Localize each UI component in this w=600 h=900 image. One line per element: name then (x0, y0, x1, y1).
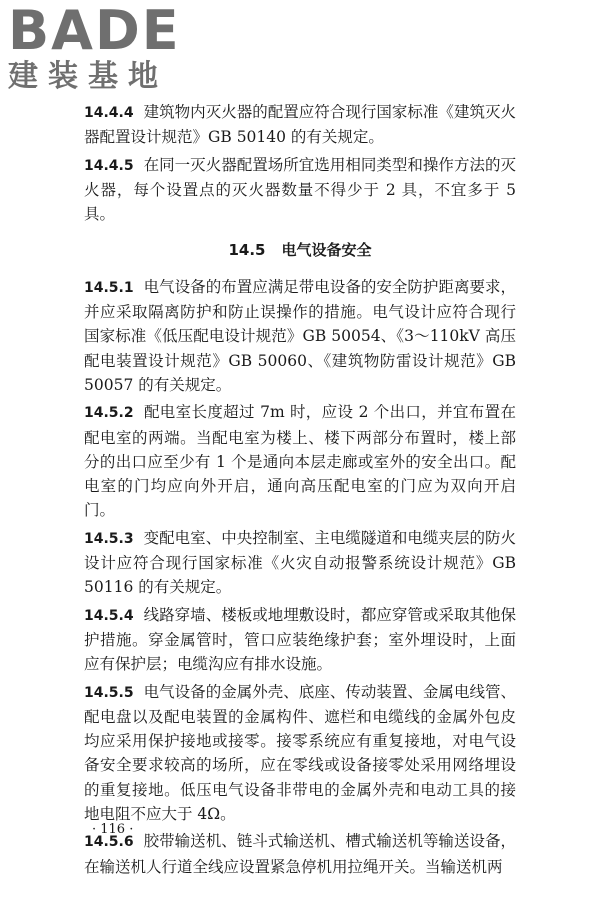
clause-14-5-3 (84, 526, 516, 600)
clause-text: 电气设备的布置应满足带电设备的安全防护距离要求，并应采取隔离防护和防止误操作的措施。电气设计应符合现行国家标准《低压配电设计规范》GB 50054、《3～110kV 高压配电装置设计规范》GB 50060、《建筑物防雷设计规范》GB 50057 的有关规定。 (84, 277, 516, 394)
clause-text: 胶带输送机、链斗式输送机、槽式输送机等输送设备，在输送机人行道全线应设置紧急停机用拉绳开关。当输送机两 (84, 832, 516, 876)
clause-text: 在同一灭火器配置场所宜选用相同类型和操作方法的灭火器，每个设置点的灭火器数量不得少于 2 具，不宜多于 5 具。 (84, 155, 516, 224)
clause-text: 线路穿墙、楼板或地埋敷设时，都应穿管或采取其他保护措施。穿金属管时，管口应装绝缘护套；室外埋设时，上面应有保护层；电缆沟应有排水设施。 (84, 605, 516, 674)
clause-number: 14.5.3 (84, 530, 134, 547)
section-title: 电气设备安全 (281, 241, 372, 260)
section-number: 14.5 (228, 241, 266, 260)
clause-text: 建筑物内灭火器的配置应符合现行国家标准《建筑灭火器配置设计规范》GB 50140 的有关规定。 (84, 103, 516, 147)
clause-text: 配电室长度超过 7m 时，应设 2 个出口，并宜布置在配电室的两端。当配电室为楼上、楼下两部分布置时，楼上部分的出口应至少有 1 个是通向本层走廊或室外的安全出口。配电室的门均应向外开启，通向高压配电室的门应为双向开启门。 (84, 403, 516, 520)
clause-14-5-1 (84, 275, 516, 397)
clause-14-5-5 (84, 680, 516, 827)
clause-14-5-6 (84, 829, 516, 879)
clause-14-5-2 (84, 400, 516, 522)
clause-14-4-4 (84, 100, 516, 150)
clause-text: 电气设备的金属外壳、底座、传动装置、金属电线管、配电盘以及配电装置的金属构件、遮栏和电缆线的金属外包皮均应采用保护接地或接零。接零系统应有重复接地，对电气设备安全要求较高的场所，应在零线或设备接零处采用网络埋设的重复接地。低压电气设备非带电的金属外壳和电动工具的接地电阻不应大于 4Ω。 (84, 682, 516, 824)
page-number: · 116 · (92, 822, 134, 837)
clause-number: 14.5.4 (84, 607, 134, 624)
watermark-subtitle: 建装基地 (8, 59, 168, 94)
clause-number: 14.4.4 (84, 105, 134, 121)
clause-14-4-5 (84, 153, 516, 227)
watermark-brand: BADE (8, 0, 181, 62)
clause-number: 14.5.2 (84, 405, 134, 422)
clause-text: 变配电室、中央控制室、主电缆隧道和电缆夹层的防火设计应符合现行国家标准《火灾自动报警系统设计规范》GB 50116 的有关规定。 (84, 528, 516, 597)
document-body (84, 100, 516, 882)
clause-number: 14.5.1 (84, 279, 134, 296)
section-heading (84, 238, 516, 262)
clause-14-5-4 (84, 603, 516, 677)
clause-number: 14.4.5 (84, 157, 134, 174)
clause-number: 14.5.5 (84, 684, 134, 701)
clause-number: 14.5.6 (84, 834, 134, 851)
watermark-logo (8, 0, 198, 94)
